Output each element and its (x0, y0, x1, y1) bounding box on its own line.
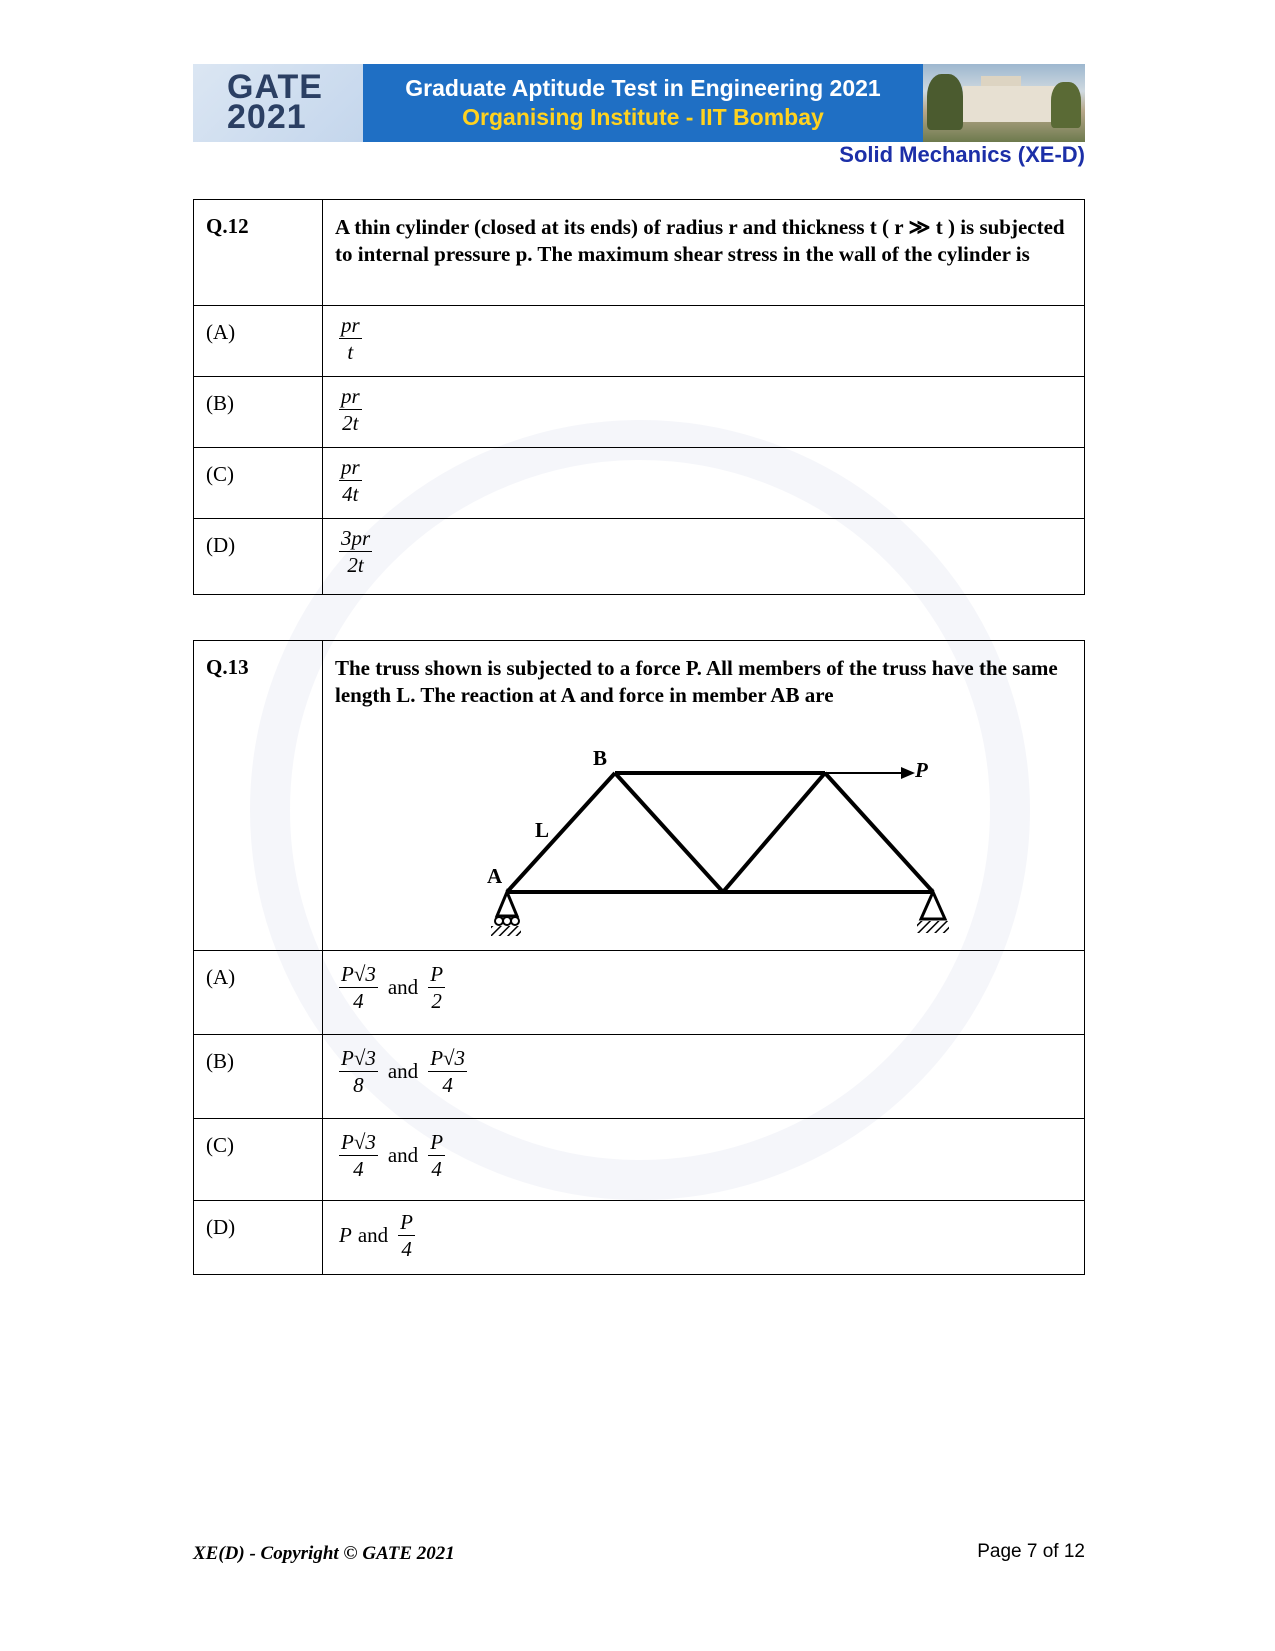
and-word: and (387, 975, 419, 999)
fraction: $\frac{P√3}{4}$ (341, 1130, 376, 1181)
footer-page-number: Page 7 of 12 (977, 1541, 1085, 1562)
question-number: Q.13 (194, 641, 323, 951)
label-l: L (535, 818, 550, 842)
member-diagonal-3 (825, 773, 933, 892)
ground-hatch-a (491, 926, 521, 936)
question-number: Q.12 (194, 200, 323, 306)
option-c[interactable] (323, 1119, 1085, 1201)
option-c[interactable] (323, 448, 1085, 519)
fraction: $\frac{P}{4}$ (430, 1130, 444, 1181)
option-label: (B) (194, 377, 323, 448)
fraction: $\frac{P}{2}$ (430, 962, 444, 1013)
option-a[interactable] (323, 306, 1085, 377)
fraction: $\frac{pr}{2t}$ (341, 384, 360, 435)
option-label: (A) (194, 951, 323, 1035)
force-arrow-head (901, 767, 915, 779)
banner-title-bar (363, 64, 923, 142)
fraction: $\frac{P√3}{4}$ (341, 962, 376, 1013)
and-word: and (387, 1143, 419, 1167)
option-label: (D) (194, 1201, 323, 1275)
option-b[interactable] (323, 1035, 1085, 1119)
logo-text-gate: GATE (227, 68, 323, 106)
fraction: $\frac{P}{4}$ (400, 1210, 413, 1261)
option-label: (B) (194, 1035, 323, 1119)
option-label: (A) (194, 306, 323, 377)
support-a-roller (497, 892, 517, 916)
fraction: $\frac{P√3}{8}$ (341, 1046, 376, 1097)
member-ab (507, 773, 615, 892)
support-pin (921, 892, 945, 919)
label-p: P (915, 758, 928, 782)
option-b[interactable] (323, 377, 1085, 448)
fraction: $\frac{pr}{4t}$ (341, 455, 360, 506)
campus-photo (923, 64, 1085, 142)
ground-hatch-right (917, 921, 949, 933)
header-banner (193, 64, 1085, 142)
banner-subtitle: Organising Institute - IIT Bombay (462, 104, 824, 130)
member-diagonal-1 (615, 773, 723, 892)
truss-members (507, 773, 933, 892)
option-label: (C) (194, 448, 323, 519)
question-12-table (193, 199, 1085, 595)
plain-term: P (339, 1223, 352, 1247)
option-a[interactable] (323, 951, 1085, 1035)
option-d[interactable] (323, 1201, 1085, 1275)
banner-title: Graduate Aptitude Test in Engineering 2021 (405, 75, 881, 101)
gate-logo (193, 64, 363, 142)
label-a: A (487, 864, 503, 888)
fraction: $\frac{pr}{t}$ (341, 313, 360, 364)
member-diagonal-2 (723, 773, 825, 892)
subject-title: Solid Mechanics (XE-D) (839, 142, 1085, 167)
option-label: (C) (194, 1119, 323, 1201)
label-b: B (593, 746, 608, 770)
and-word: and (387, 1059, 419, 1083)
footer-copyright: XE(D) - Copyright © GATE 2021 (193, 1543, 455, 1564)
question-13-table (193, 640, 1085, 1275)
question-text: The truss shown is subjected to a force P. All members of the truss have the same length L. The reaction at A and force in member AB are (335, 656, 1058, 707)
option-label: (D) (194, 519, 323, 595)
question-text-cell (323, 641, 1085, 951)
truss-diagram (335, 709, 1095, 939)
and-word: and (357, 1223, 389, 1247)
option-d[interactable] (323, 519, 1085, 595)
fraction: $\frac{P√3}{4}$ (430, 1046, 466, 1097)
question-text: A thin cylinder (closed at its ends) of radius r and thickness t ( r ≫ t ) is subjected to internal pressure p. The maximum shear stress in the wall of the cylinder is (323, 200, 1085, 306)
logo-text-year: 2021 (227, 98, 307, 136)
truss-figure (335, 709, 1072, 939)
fraction: $\frac{3pr}{2t}$ (341, 526, 371, 577)
